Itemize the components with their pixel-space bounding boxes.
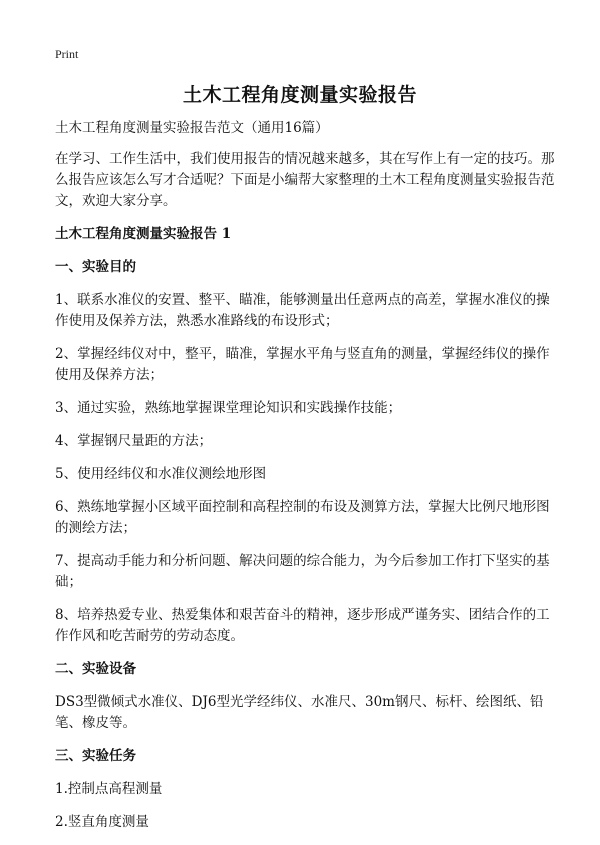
task-item: 1.控制点高程测量 xyxy=(55,781,163,797)
objective-item: 8、培养热爱专业、热爱集体和艰苦奋斗的精神，逐步形成严谨务实、团结合作的工作作风和吃苦耐劳的劳动态度。 xyxy=(55,607,550,644)
intro-paragraph: 在学习、工作生活中，我们使用报告的情况越来越多，其在写作上有一定的技巧。那么报告应该怎么写才合适呢？下面是小编帮大家整理的土木工程角度测量实验报告范文，欢迎大家分享。 xyxy=(55,151,555,209)
objective-item: 1、联系水准仪的安置、整平、瞄准，能够测量出任意两点的高差，掌握水准仪的操作使用及保养方法，熟悉水准路线的布设形式； xyxy=(55,292,550,329)
section-heading-equipment: 二、实验设备 xyxy=(55,661,136,677)
objective-item: 5、使用经纬仪和水准仪测绘地形图 xyxy=(55,466,267,482)
print-label: Print xyxy=(55,47,79,61)
section-heading-objectives: 一、实验目的 xyxy=(55,259,136,275)
objective-item: 2、掌握经纬仪对中，整平，瞄准，掌握水平角与竖直角的测量，掌握经纬仪的操作使用及保养方法； xyxy=(55,346,550,383)
page-title: 土木工程角度测量实验报告 xyxy=(182,84,417,106)
document-body xyxy=(55,118,555,845)
objective-item: 4、掌握钢尺量距的方法； xyxy=(55,433,213,449)
report-heading: 土木工程角度测量实验报告 1 xyxy=(55,226,232,242)
task-item: 2.竖直角度测量 xyxy=(55,814,149,830)
objective-item: 3、通过实验，熟练地掌握课堂理论知识和实践操作技能； xyxy=(55,400,402,416)
objective-item: 6、熟练地掌握小区域平面控制和高程控制的布设及测算方法，掌握大比例尺地形图的测绘方法； xyxy=(55,499,550,536)
document-subtitle: 土木工程角度测量实验报告范文（通用16篇） xyxy=(55,120,329,136)
equipment-paragraph: DS3型微倾式水准仪、DJ6型光学经纬仪、水准尺、30m钢尺、标杆、绘图纸、铅笔、橡皮等。 xyxy=(55,694,544,731)
objective-item: 7、提高动手能力和分析问题、解决问题的综合能力，为今后参加工作打下坚实的基础； xyxy=(55,553,550,590)
section-heading-tasks: 三、实验任务 xyxy=(55,748,136,764)
